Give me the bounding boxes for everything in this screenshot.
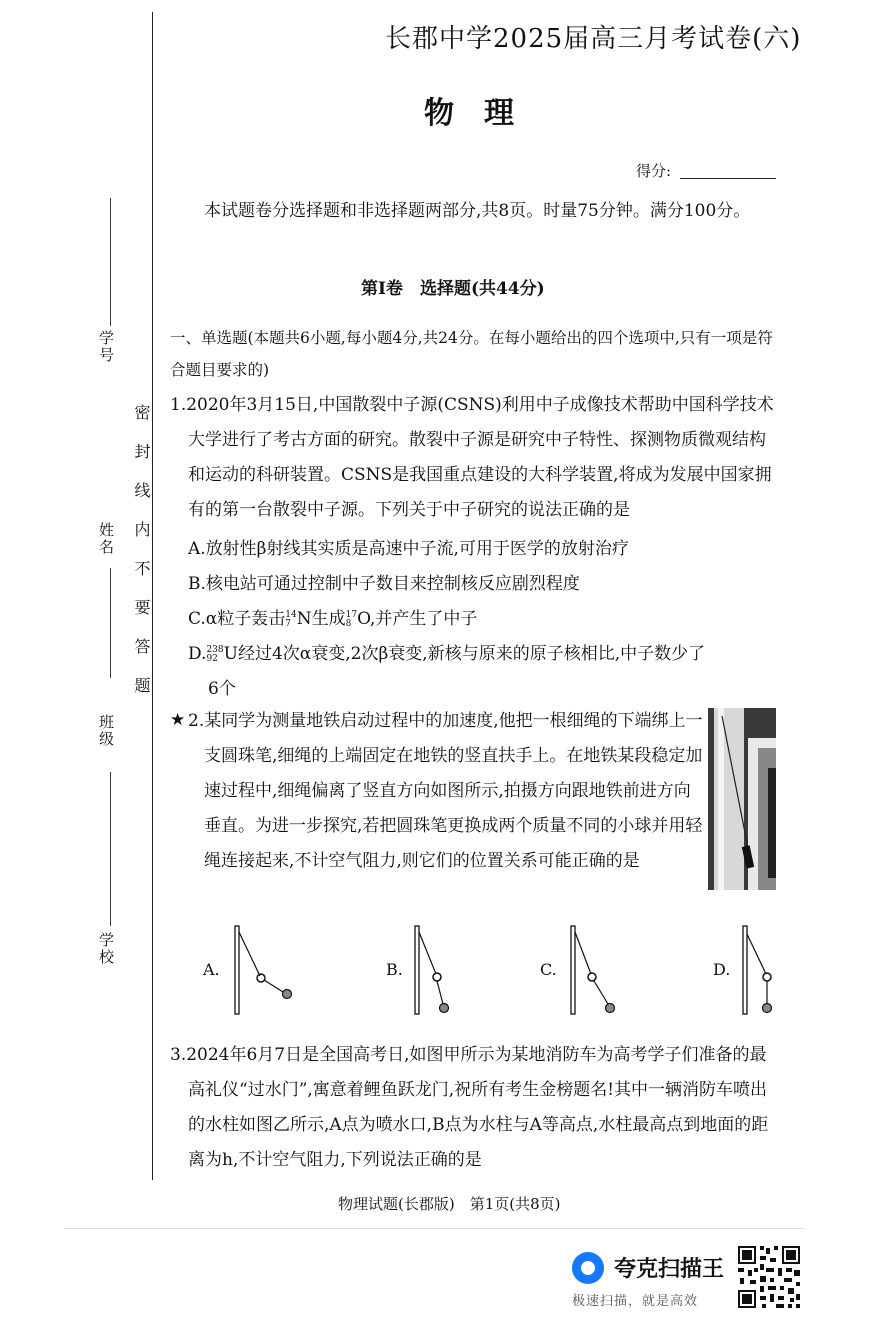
exam-title: 长郡中学2025届高三月考试卷(六)	[385, 24, 802, 54]
q1-option-a: A.放射性β射线其实质是高速中子流,可用于医学的放射治疗	[188, 539, 629, 559]
q2-option-d-label: D.	[713, 960, 731, 979]
subway-photo	[708, 708, 776, 890]
q1-option-d: D. 238 92 U经过4次α衰变,2次β衰变,新核与原来的原子核相比,中子数少了	[188, 644, 706, 664]
page-footer: 物理试题(长郡版) 第1页(共8页)	[338, 1195, 561, 1213]
student-id-label: 学号	[97, 330, 115, 364]
part1-instructions: 一、单选题(本题共6小题,每小题4分,共24分。在每小题给出的四个选项中,只有一项是符合题目要求的)	[170, 329, 773, 379]
school-label: 学校	[97, 932, 115, 966]
class-label: 班级	[97, 714, 115, 748]
star-marker: ★	[170, 710, 186, 730]
q1-option-d-cont: 6个	[208, 679, 236, 699]
q1-option-b: B.核电站可通过控制中子数目来控制核反应剧烈程度	[188, 574, 580, 594]
student-id-underline	[110, 198, 111, 326]
q1-option-c: C.α粒子轰击 14 7 N生成 17 8 O,并产生了中子	[188, 609, 478, 629]
q2-option-b-figure	[412, 924, 462, 1024]
name-label: 姓名	[97, 522, 115, 556]
subject-title: 物理	[424, 96, 544, 131]
section-title: 第Ⅰ卷 选择题(共44分)	[361, 279, 545, 299]
school-underline	[110, 866, 111, 926]
seal-warning: 密封线内不要答题	[132, 404, 151, 716]
scanner-slogan: 极速扫描，就是高效	[572, 1294, 699, 1309]
q2-option-c-figure	[568, 924, 628, 1024]
qr-code-icon	[736, 1244, 802, 1310]
intro-text: 本试题卷分选择题和非选择题两部分,共8页。时量75分钟。满分100分。	[204, 201, 751, 221]
question-2-stem: 2.某同学为测量地铁启动过程中的加速度,他把一根细绳的下端绑上一支圆珠笔,细绳的上端固定在地铁的竖直扶手上。在地铁某段稳定加速过程中,细绳偏离了竖直方向如图所示,拍摄方向跟地铁前进方向垂直。为进一步探究,若把圆珠笔更换成两个质量不同的小球并用轻绳连接起来,不计空气阻力,则它们的位置关系可能正确的是	[188, 711, 703, 871]
q2-option-a-figure	[232, 924, 300, 1016]
q2-option-b-label: B.	[386, 960, 403, 979]
q2-option-c-label: C.	[540, 960, 557, 979]
q2-option-d-figure	[740, 924, 780, 1024]
name-underline	[110, 568, 111, 678]
score-blank	[680, 178, 776, 179]
scanner-brand-name: 夸克扫描王	[614, 1257, 725, 1282]
scanner-logo-icon	[572, 1252, 604, 1284]
question-3-stem: 3.2024年6月7日是全国高考日,如图甲所示为某地消防车为高考学子们准备的最高礼仪“过水门”,寓意着鲤鱼跃龙门,祝所有考生金榜题名!其中一辆消防车喷出的水柱如图乙所示,A点为喷水口,B点为水柱与A等高点,水柱最高点到地面的距离为h,不计空气阻力,下列说法正确的是	[170, 1045, 769, 1170]
score-label: 得分:	[636, 162, 672, 180]
question-1-stem: 1.2020年3月15日,中国散裂中子源(CSNS)利用中子成像技术帮助中国科学技术大学进行了考古方面的研究。散裂中子源是研究中子特性、探测物质微观结构和运动的科研装置。CSNS是我国重点建设的大科学装置,将成为发展中国家拥有的第一台散裂中子源。下列关于中子研究的说法正确的是	[170, 395, 774, 520]
q2-option-a-label: A.	[203, 960, 220, 979]
footer-divider	[64, 1228, 804, 1229]
